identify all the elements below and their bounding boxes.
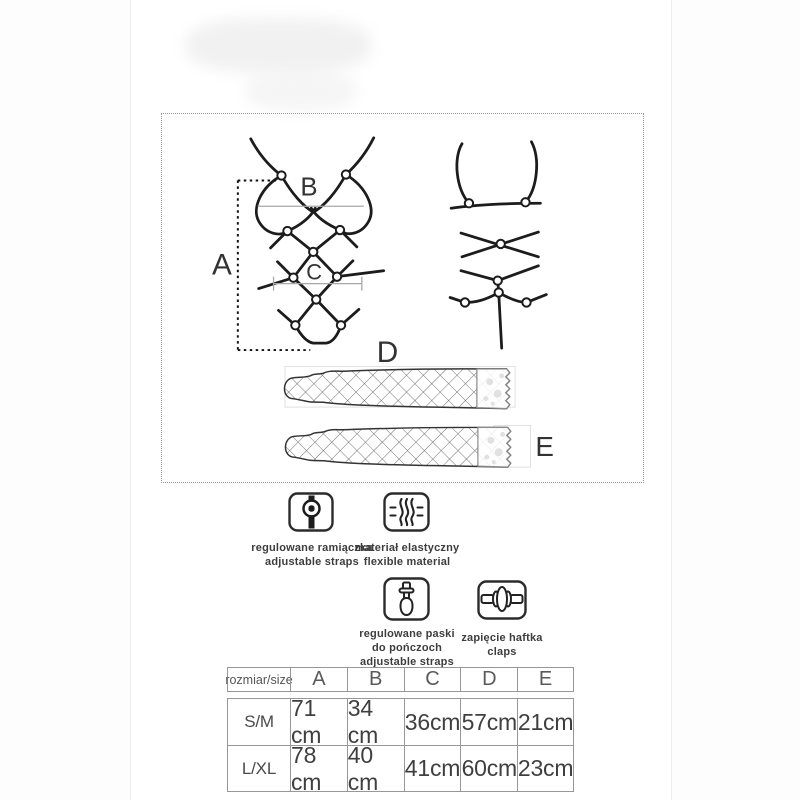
- label-d: D: [376, 335, 399, 369]
- label-b: B: [300, 173, 318, 202]
- cell-sm-a: 71 cm: [290, 698, 347, 745]
- stocking-e-drawing: [285, 427, 510, 467]
- label-c: C: [306, 259, 323, 285]
- caption-line: materiał elastyczny: [354, 542, 460, 554]
- caption-line: do pończoch: [371, 642, 443, 654]
- bodysuit-front-drawing: [251, 138, 384, 343]
- caption-line: zapięcie haftka: [461, 632, 543, 644]
- size-table: [225, 667, 574, 795]
- header-cell-e: E: [517, 667, 574, 692]
- cell-sm-b: 34 cm: [347, 698, 404, 745]
- cell-sm-e: 21cm: [517, 698, 574, 745]
- header-cell-c: C: [404, 667, 461, 692]
- diagram-frame: [161, 113, 644, 483]
- cell-lxl-c: 41cm: [404, 745, 461, 792]
- caption-line: claps: [487, 646, 517, 658]
- caption-line: adjustable straps: [265, 556, 359, 568]
- garter-clip-icon: [383, 577, 430, 626]
- cell-sm-d: 57cm: [460, 698, 517, 745]
- header-cell-size: rozmiar/size: [227, 667, 290, 692]
- watermark-smudge: [246, 70, 356, 110]
- size-table-body: [227, 695, 574, 795]
- adjustable-straps-icon: [288, 492, 334, 537]
- label-a: A: [212, 248, 232, 282]
- header-cell-d: D: [460, 667, 517, 692]
- cell-lxl-e: 23cm: [517, 745, 574, 792]
- watermark-smudge: [186, 18, 371, 73]
- feature-caption-hook-clasp: [417, 631, 587, 659]
- caption-line: regulowane ramiączka: [251, 542, 373, 554]
- feature-caption-flexible-material: [322, 541, 492, 569]
- caption-line: adjustable straps: [360, 656, 454, 668]
- cell-lxl-d: 60cm: [460, 745, 517, 792]
- cell-lxl-a: 78 cm: [290, 745, 347, 792]
- cell-sm-c: 36cm: [404, 698, 461, 745]
- label-e: E: [535, 431, 554, 463]
- row-label: L/XL: [227, 745, 290, 792]
- elastic-material-icon: [383, 492, 430, 537]
- cell-lxl-b: 40 cm: [347, 745, 404, 792]
- caption-line: flexible material: [363, 556, 451, 568]
- stocking-d-drawing: [284, 369, 509, 409]
- header-cell-a: A: [290, 667, 347, 692]
- size-diagram-svg: [162, 114, 642, 481]
- caption-line: regulowane paski: [359, 628, 455, 640]
- header-cell-b: B: [347, 667, 404, 692]
- row-label: S/M: [227, 698, 290, 745]
- size-table-header: [227, 667, 574, 692]
- hook-clasp-icon: [477, 580, 527, 625]
